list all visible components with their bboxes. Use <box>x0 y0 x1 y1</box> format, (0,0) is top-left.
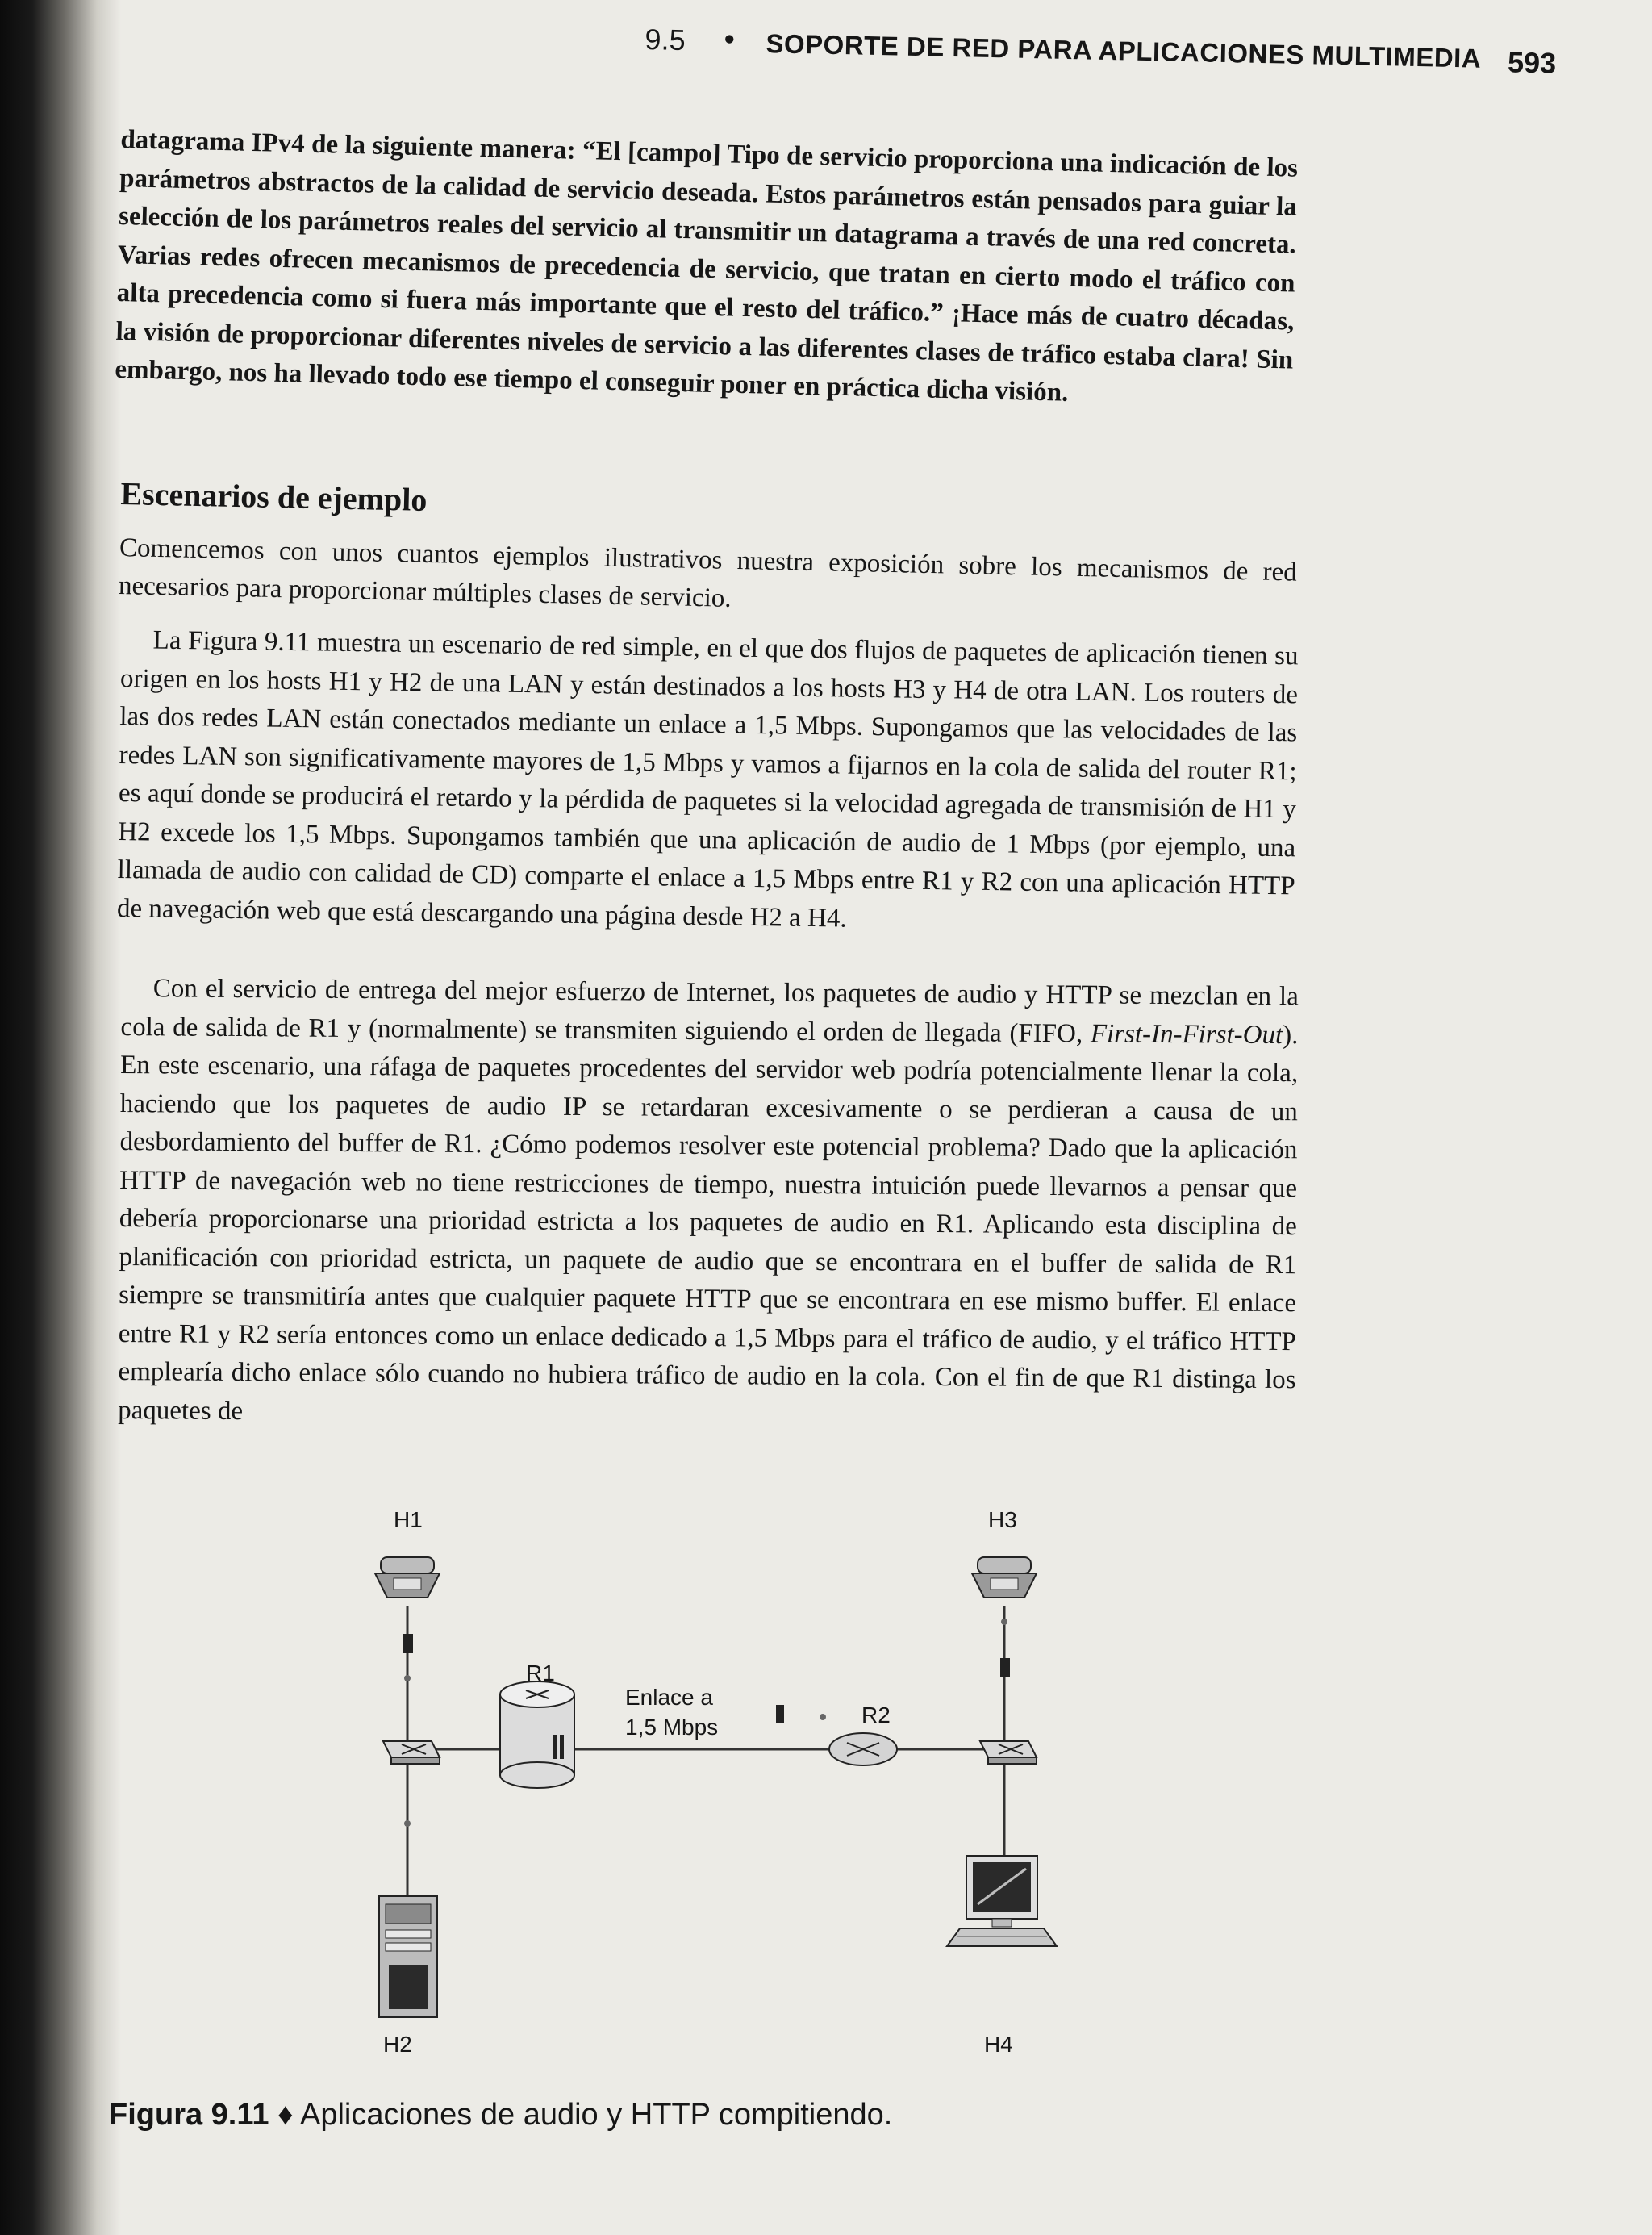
page-header <box>645 23 1557 98</box>
paragraph-3 <box>118 970 1299 1438</box>
label-r2: R2 <box>861 1702 891 1727</box>
caption-label: Figura 9.11 <box>109 2098 269 2132</box>
caption-bullet: ♦ <box>277 2098 294 2132</box>
caption-text: Aplicaciones de audio y HTTP compitiendo. <box>299 2098 893 2132</box>
label-link-line2: 1,5 Mbps <box>625 1715 719 1740</box>
paragraph-3-block <box>118 970 1299 1438</box>
router-r1-icon <box>500 1681 574 1788</box>
label-h2: H2 <box>383 2032 412 2057</box>
section-heading-block <box>119 474 1299 630</box>
figure-caption <box>109 2098 996 2133</box>
http-packet-icon <box>1001 1619 1007 1625</box>
http-packet-icon <box>404 1820 411 1827</box>
label-h1: H1 <box>394 1507 423 1532</box>
phone-h1-icon <box>375 1557 440 1598</box>
audio-packet-icon <box>403 1634 413 1653</box>
audio-packet-icon <box>1000 1658 1010 1677</box>
http-packet-icon <box>404 1675 411 1681</box>
network-figure <box>347 1501 1153 2162</box>
audio-packet-icon <box>776 1705 784 1723</box>
label-h3: H3 <box>988 1507 1017 1532</box>
paragraph-2: La Figura 9.11 muestra un escenario de red simple, en el que dos flujos de paquetes de aplicación tienen su origen en los hosts H1 y H2 de una LAN y están destinados a los hosts H3 y H4 de otra LAN. Los routers de las dos redes LAN están conectados mediante un enlace a 1,5 Mbps. Supongamos que las velocidades de las redes LAN son significativamente mayores de 1,5 Mbps y vamos a fijarnos en la cola de salida del router R1; es aquí donde se producirá el retardo y la pérdida de paquetes si la velocidad agregada de transmisión de H1 y H2 excede los 1,5 Mbps. Supongamos también que una aplicación de audio de 1 Mbps (por ejemplo, una llamada de audio con calidad de CD) comparte el enlace a 1,5 Mbps entre R1 y R2 con una aplicación HTTP de navegación web que está descargando una página desde H2 a H4. <box>116 625 1299 934</box>
paragraph-1: Comencemos con unos cuantos ejemplos ilustrativos nuestra exposición sobre los mecanismos de red necesarios para proporcionar múltiples clases de servicio. <box>118 533 1298 613</box>
paragraph-3-part-a: Con el servicio de entrega del mejor esfuerzo de Internet, los paquetes de audio y HTTP se mezclan en la cola de salida de R1 y (normalmente) se transmiten siguiendo el orden de llegada (FIFO, <box>120 974 1299 1048</box>
label-link-line1: Enlace a <box>625 1685 713 1710</box>
book-spine-shadow <box>0 0 121 2235</box>
section-number: 9.5 <box>645 23 686 57</box>
page-number: 593 <box>1507 45 1557 80</box>
network-diagram <box>347 1501 1153 2098</box>
computer-h4-icon <box>947 1856 1057 1946</box>
running-title: SOPORTE DE RED PARA APLICACIONES MULTIMEDIA <box>766 28 1482 73</box>
router-r2-icon <box>829 1733 897 1765</box>
fifo-term: First-In-First-Out <box>1090 1018 1283 1050</box>
label-r1: R1 <box>526 1661 555 1686</box>
header-separator: • <box>724 23 736 57</box>
label-h4: H4 <box>984 2032 1013 2057</box>
lan-switch-left-icon <box>383 1741 440 1764</box>
section-heading: Escenarios de ejemplo <box>120 474 428 518</box>
intro-paragraph: datagrama IPv4 de la siguiente manera: “El [campo] Tipo de servicio proporciona una indicación de los parámetros abstractos de la calidad de servicio deseada. Estos parámetros están pensados para guiar la selección de los parámetros reales del servicio al transmitir un datagrama a través de una red concreta. Varias redes ofrecen mecanismos de precedencia de servicio, que tratan en cierto modo el tráfico con alta precedencia como si fuera más importante que el resto del tráfico.” ¡Hace más de cuatro décadas, la visión de proporcionar diferentes niveles de servicio a las diferentes clases de tráfico estaba clara! Sin embargo, nos ha llevado todo ese tiempo el conseguir poner en práctica dicha visión. <box>115 124 1299 407</box>
paragraph-3-part-b: ). En este escenario, una ráfaga de paquetes procedentes del servidor web podría potencialmente llenar la cola, haciendo que los paquetes de audio IP se retardaran excesivamente o se perdieran a causa de un desbordamiento del buffer de R1. ¿Cómo podemos resolver este potencial problema? Dado que la aplicación HTTP de navegación web no tiene restricciones de tiempo, nuestra intuición puede llevarnos a pensar que debería proporcionarse una prioridad estricta a los paquetes de audio en R1. Aplicando esta disciplina de planificación con prioridad estricta, un paquete de audio que se encontrara en el buffer de salida de R1 siempre se transmitiría antes que cualquier paquete HTTP que se encontrara en ese mismo buffer. El enlace entre R1 y R2 sería entonces como un enlace dedicado a 1,5 Mbps para el tráfico de audio, y el tráfico HTTP emplearía dicho enlace sólo cuando no hubiera tráfico de audio en la cola. Con el fin de que R1 distinga los paquetes de <box>118 1020 1299 1426</box>
http-packet-icon <box>820 1714 826 1720</box>
intro-block <box>115 121 1299 418</box>
paragraph-2-block <box>117 621 1299 944</box>
lan-switch-right-icon <box>980 1741 1037 1764</box>
phone-h3-icon <box>972 1557 1037 1598</box>
server-h2-icon <box>379 1896 437 2017</box>
